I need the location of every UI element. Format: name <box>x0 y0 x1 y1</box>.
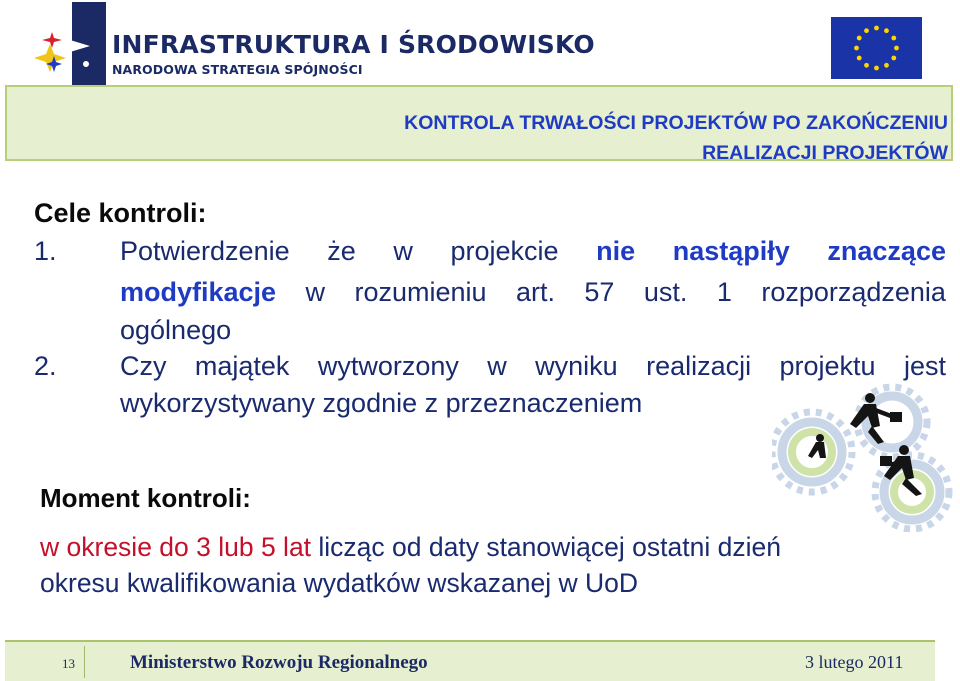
slide-title-line1: KONTROLA TRWAŁOŚCI PROJEKTÓW PO ZAKOŃCZENIU <box>404 112 948 134</box>
word: Czy <box>120 351 167 381</box>
cohesion-strategy-logo <box>28 2 106 86</box>
goal-2-line2: wykorzystywany zgodnie z przeznaczeniem <box>120 388 643 418</box>
goal-1-line2 <box>120 279 946 306</box>
moment-line1 <box>40 532 781 563</box>
slide-number: 13 <box>62 656 75 671</box>
word: art. <box>515 277 555 307</box>
goal-1-number: 1. <box>34 236 57 266</box>
word: projekcie <box>450 236 559 266</box>
word: wyniku <box>535 351 618 381</box>
moment-period-highlight: w okresie do 3 lub 5 lat <box>40 532 312 562</box>
goal-1-line3: ogólnego <box>120 315 232 345</box>
word: projektu <box>779 351 876 381</box>
highlight-word: nastąpiły <box>672 236 790 266</box>
eu-flag-icon <box>831 17 922 79</box>
goal-2-line1 <box>120 353 946 380</box>
footer-date: 3 lutego 2011 <box>805 652 904 672</box>
moment-heading: Moment kontroli: <box>40 483 251 513</box>
word: Potwierdzenie <box>120 236 290 266</box>
word: 1 <box>716 277 732 307</box>
businessmen-running-on-gears-illustration <box>772 382 960 532</box>
moment-line2: okresu kwalifikowania wydatków wskazanej w UoD <box>40 568 638 598</box>
word: że <box>327 236 356 266</box>
highlight-word: modyfikacje <box>120 277 277 307</box>
brand-subtitle: NARODOWA STRATEGIA SPÓJNOŚCI <box>112 62 363 77</box>
word: rozumieniu <box>354 277 487 307</box>
word: w <box>393 236 413 266</box>
word: jest <box>903 351 946 381</box>
goals-heading: Cele kontroli: <box>34 198 207 228</box>
footer-ministry: Ministerstwo Rozwoju Regionalnego <box>130 652 428 673</box>
word: wytworzony <box>317 351 459 381</box>
brand-title: INFRASTRUKTURA I ŚRODOWISKO <box>112 30 595 59</box>
word: w <box>487 351 507 381</box>
highlight-word: znaczące <box>827 236 946 266</box>
goal-2-number: 2. <box>34 351 57 381</box>
highlight-word: nie <box>596 236 636 266</box>
goal-1-line1 <box>120 238 946 265</box>
moment-line1-rest: licząc od daty stanowiącej ostatni dzień <box>311 532 781 562</box>
word: 57 <box>584 277 615 307</box>
slide-title-line2: REALIZACJI PROJEKTÓW <box>702 142 948 164</box>
word: majątek <box>194 351 290 381</box>
word: w <box>305 277 326 307</box>
word: realizacji <box>646 351 752 381</box>
word: rozporządzenia <box>761 277 946 307</box>
word: ust. <box>643 277 688 307</box>
footer-separator <box>84 646 85 678</box>
